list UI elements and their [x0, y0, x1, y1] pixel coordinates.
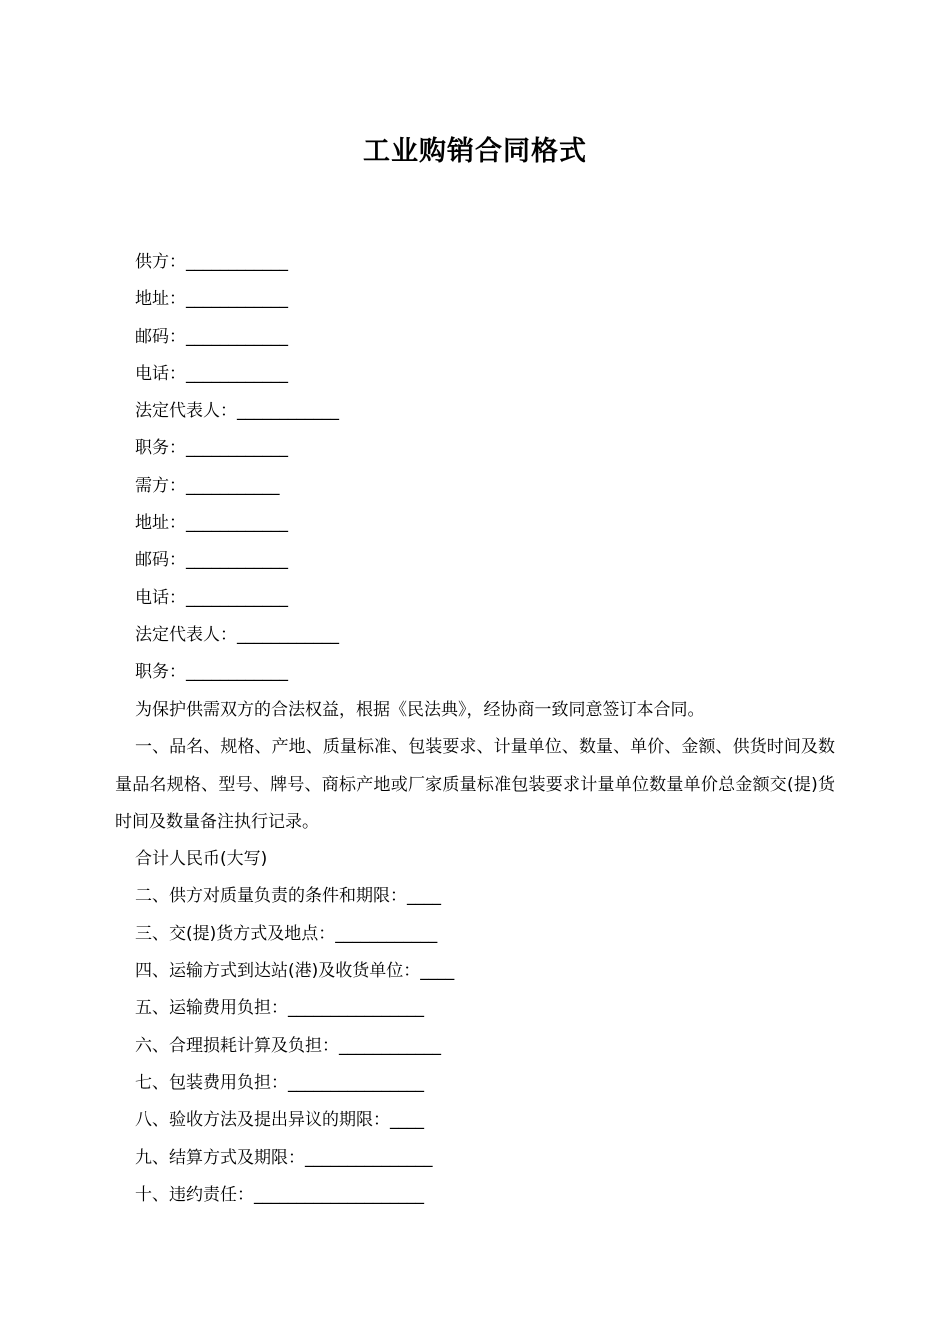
- buyer-field: [135, 468, 855, 505]
- clause-blank: ____: [407, 886, 441, 907]
- field-label: 职务：: [135, 438, 186, 459]
- clause-label: 五、运输费用负担：: [135, 998, 288, 1019]
- supplier-address-field: [135, 281, 855, 318]
- field-blank: ____________: [186, 252, 288, 272]
- clause-blank: ____________: [335, 923, 438, 944]
- contract-body: [115, 692, 835, 1214]
- clause-blank: ____________: [339, 1035, 441, 1056]
- clause-label: 四、运输方式到达站(港)及收货单位：: [135, 961, 421, 982]
- supplier-field: [135, 244, 855, 281]
- field-blank: ____________: [186, 363, 288, 384]
- clause-line: [115, 990, 835, 1027]
- buyer-legal-rep-field: [135, 617, 855, 654]
- clause-label: 十、违约责任：: [135, 1184, 254, 1205]
- clause-line: [115, 1065, 835, 1102]
- total-amount-line: 合计人民币(大写): [135, 849, 268, 870]
- clause-blank: _______________: [305, 1147, 433, 1168]
- clause-blank: ________________: [288, 1072, 424, 1093]
- field-label: 供方：: [135, 252, 186, 272]
- field-label: 电话：: [135, 587, 186, 608]
- clause-line: [115, 916, 835, 953]
- clause-1-paragraph: 一、品名、规格、产地、质量标准、包装要求、计量单位、数量、单价、金额、供货时间及数量品名规格、型号、牌号、商标产地或厂家质量标准包装要求计量单位数量单价总金额交(提)货时间及数量备注执行记录。: [115, 737, 835, 832]
- clause-line: [115, 1102, 835, 1139]
- clause-line: [115, 1140, 835, 1177]
- supplier-legal-rep-field: [135, 393, 855, 430]
- field-label: 邮码：: [135, 550, 186, 571]
- field-label: 职务：: [135, 662, 186, 683]
- field-blank: ___________: [186, 475, 280, 496]
- clause-label: 七、包装费用负担：: [135, 1072, 288, 1093]
- supplier-postcode-field: [135, 319, 855, 356]
- field-label: 邮码：: [135, 326, 186, 347]
- party-info-fields: [135, 244, 855, 692]
- clause-line: [115, 1028, 835, 1065]
- clause-label: 八、验收方法及提出异议的期限：: [135, 1110, 390, 1131]
- supplier-position-field: [135, 430, 855, 467]
- field-blank: ____________: [186, 438, 288, 459]
- field-blank: ____________: [186, 289, 288, 310]
- buyer-postcode-field: [135, 542, 855, 579]
- clause-line: [115, 953, 835, 990]
- clause-label: 二、供方对质量负责的条件和期限：: [135, 886, 407, 907]
- clause-blank: ____: [390, 1110, 424, 1131]
- field-blank: ____________: [186, 326, 288, 347]
- field-blank: ____________: [237, 401, 339, 422]
- buyer-address-field: [135, 505, 855, 542]
- field-blank: ____________: [186, 550, 288, 571]
- clause-label: 九、结算方式及期限：: [135, 1147, 305, 1168]
- field-label: 电话：: [135, 363, 186, 384]
- field-label: 地址：: [135, 289, 186, 310]
- field-blank: ____________: [186, 662, 288, 683]
- field-label: 法定代表人：: [135, 401, 237, 422]
- field-label: 需方：: [135, 475, 186, 496]
- field-label: 法定代表人：: [135, 624, 237, 645]
- clause-line: [115, 1177, 835, 1214]
- clause-label: 六、合理损耗计算及负担：: [135, 1035, 339, 1056]
- intro-paragraph: 为保护供需双方的合法权益，根据《民法典》，经协商一致同意签订本合同。: [135, 700, 705, 720]
- field-blank: ____________: [186, 513, 288, 534]
- field-blank: ____________: [186, 587, 288, 608]
- buyer-phone-field: [135, 580, 855, 617]
- clause-blank: ____: [420, 961, 455, 982]
- field-label: 地址：: [135, 513, 186, 534]
- clause-blank: ________________: [288, 998, 424, 1019]
- supplier-phone-field: [135, 356, 855, 393]
- field-blank: ____________: [237, 624, 339, 645]
- buyer-position-field: [135, 654, 855, 691]
- clause-blank: ____________________: [254, 1184, 424, 1205]
- clause-label: 三、交(提)货方式及地点：: [135, 923, 336, 944]
- clause-line: [115, 878, 835, 915]
- document-title: 工业购销合同格式: [363, 136, 587, 167]
